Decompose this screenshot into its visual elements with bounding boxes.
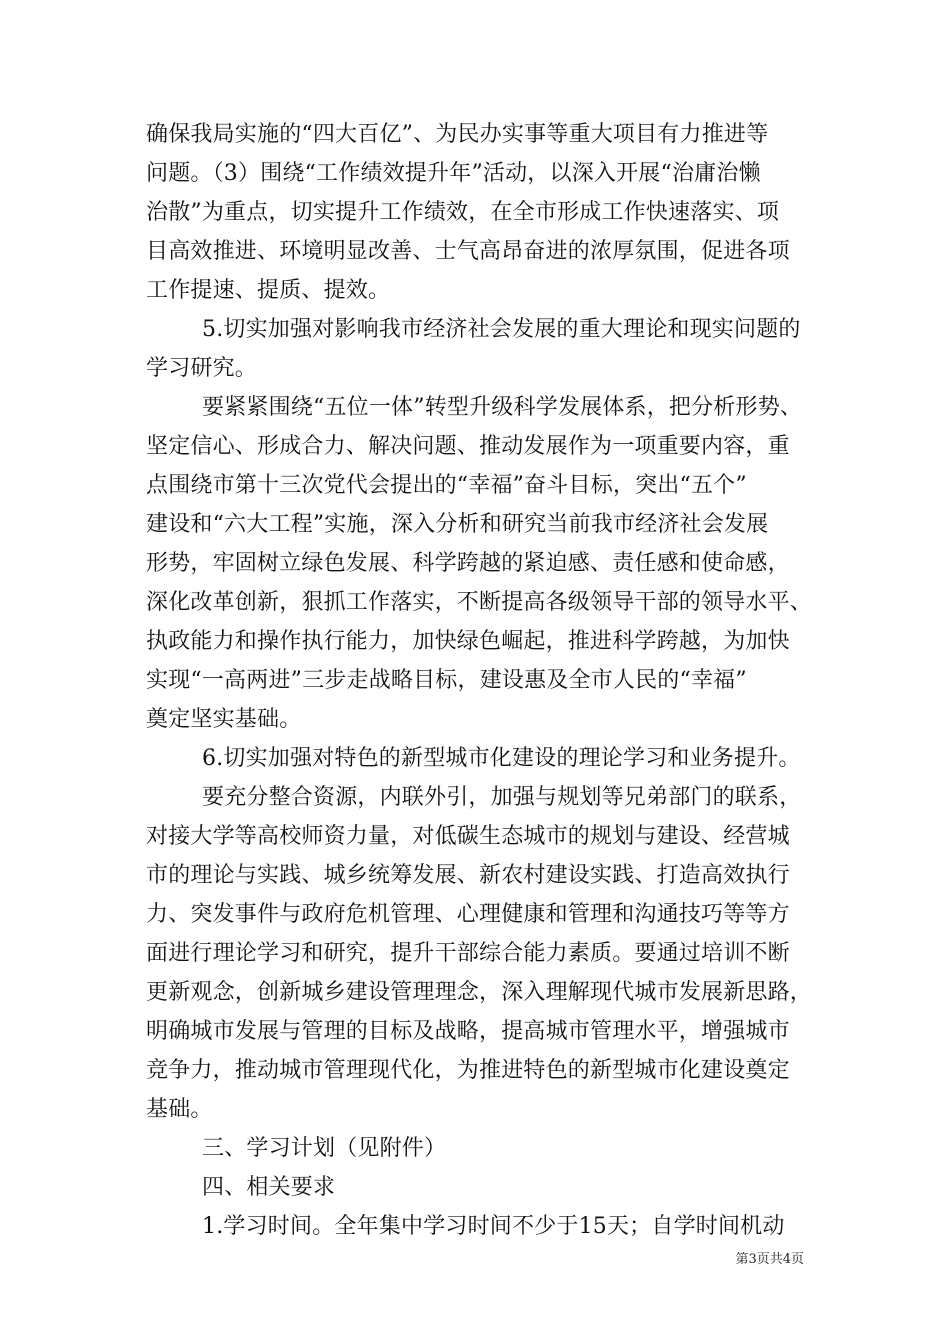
text-line: 要紧紧围绕“五位一体”转型升级科学发展体系，把分析形势、: [202, 395, 803, 420]
text-line: 对接大学等高校师资力量，对低碳生态城市的规划与建设、经营城: [146, 824, 790, 849]
text-line: 竞争力，推动城市管理现代化，为推进特色的新型城市化建设奠定: [146, 1058, 790, 1083]
text-line: 5.切实加强对影响我市经济社会发展的重大理论和现实问题的: [202, 317, 801, 342]
text-line: 目高效推进、环境明显改善、士气高昂奋进的浓厚氛围，促进各项: [146, 239, 790, 264]
text-line: 三、学习计划（见附件）: [202, 1136, 447, 1161]
text-line: 建设和“六大工程”实施，深入分析和研究当前我市经济社会发展: [146, 512, 769, 537]
text-line: 治散”为重点，切实提升工作绩效，在全市形成工作快速落实、项: [146, 200, 780, 225]
text-line: 四、相关要求: [202, 1175, 336, 1200]
text-line: 执政能力和操作执行能力，加快绿色崛起，推进科学跨越，为加快: [146, 629, 790, 654]
text-line: 市的理论与实践、城乡统筹发展、新农村建设实践、打造高效执行: [146, 863, 790, 888]
text-line: 形势，牢固树立绿色发展、科学跨越的紧迫感、责任感和使命感，: [146, 551, 790, 576]
text-line: 确保我局实施的“四大百亿”、为民办实事等重大项目有力推进等: [146, 122, 769, 147]
document-body: [146, 115, 818, 1246]
text-line: 坚定信心、形成合力、解决问题、推动发展作为一项重要内容，重: [146, 434, 790, 459]
text-line: 6.切实加强对特色的新型城市化建设的理论学习和业务提升。: [202, 746, 801, 771]
text-line: 问题。（3）围绕“工作绩效提升年”活动，以深入开展“治庸治懒: [146, 161, 761, 186]
text-line: 学习研究。: [146, 356, 258, 381]
text-line: 深化改革创新，狠抓工作落实，不断提高各级领导干部的领导水平、: [146, 590, 813, 615]
text-line: 工作提速、提质、提效。: [146, 278, 391, 303]
text-line: 力、突发事件与政府危机管理、心理健康和管理和沟通技巧等等方: [146, 902, 790, 927]
text-line: 基础。: [146, 1097, 213, 1122]
text-line: 面进行理论学习和研究，提升干部综合能力素质。要通过培训不断: [146, 941, 790, 966]
text-line: 1.学习时间。全年集中学习时间不少于15天；自学时间机动: [202, 1214, 785, 1239]
text-line: 实现“一高两进”三步走战略目标，建设惠及全市人民的“幸福”: [146, 668, 747, 693]
text-line: 点围绕市第十三次党代会提出的“幸福”奋斗目标，突出“五个”: [146, 473, 747, 498]
page-number: 第3页共4页: [735, 1252, 804, 1267]
text-line: 要充分整合资源，内联外引，加强与规划等兄弟部门的联系，: [202, 785, 802, 810]
text-line: 明确城市发展与管理的目标及战略，提高城市管理水平，增强城市: [146, 1019, 790, 1044]
text-line: 更新观念，创新城乡建设管理理念，深入理解现代城市发展新思路，: [146, 980, 813, 1005]
text-line: 奠定坚实基础。: [146, 707, 302, 732]
